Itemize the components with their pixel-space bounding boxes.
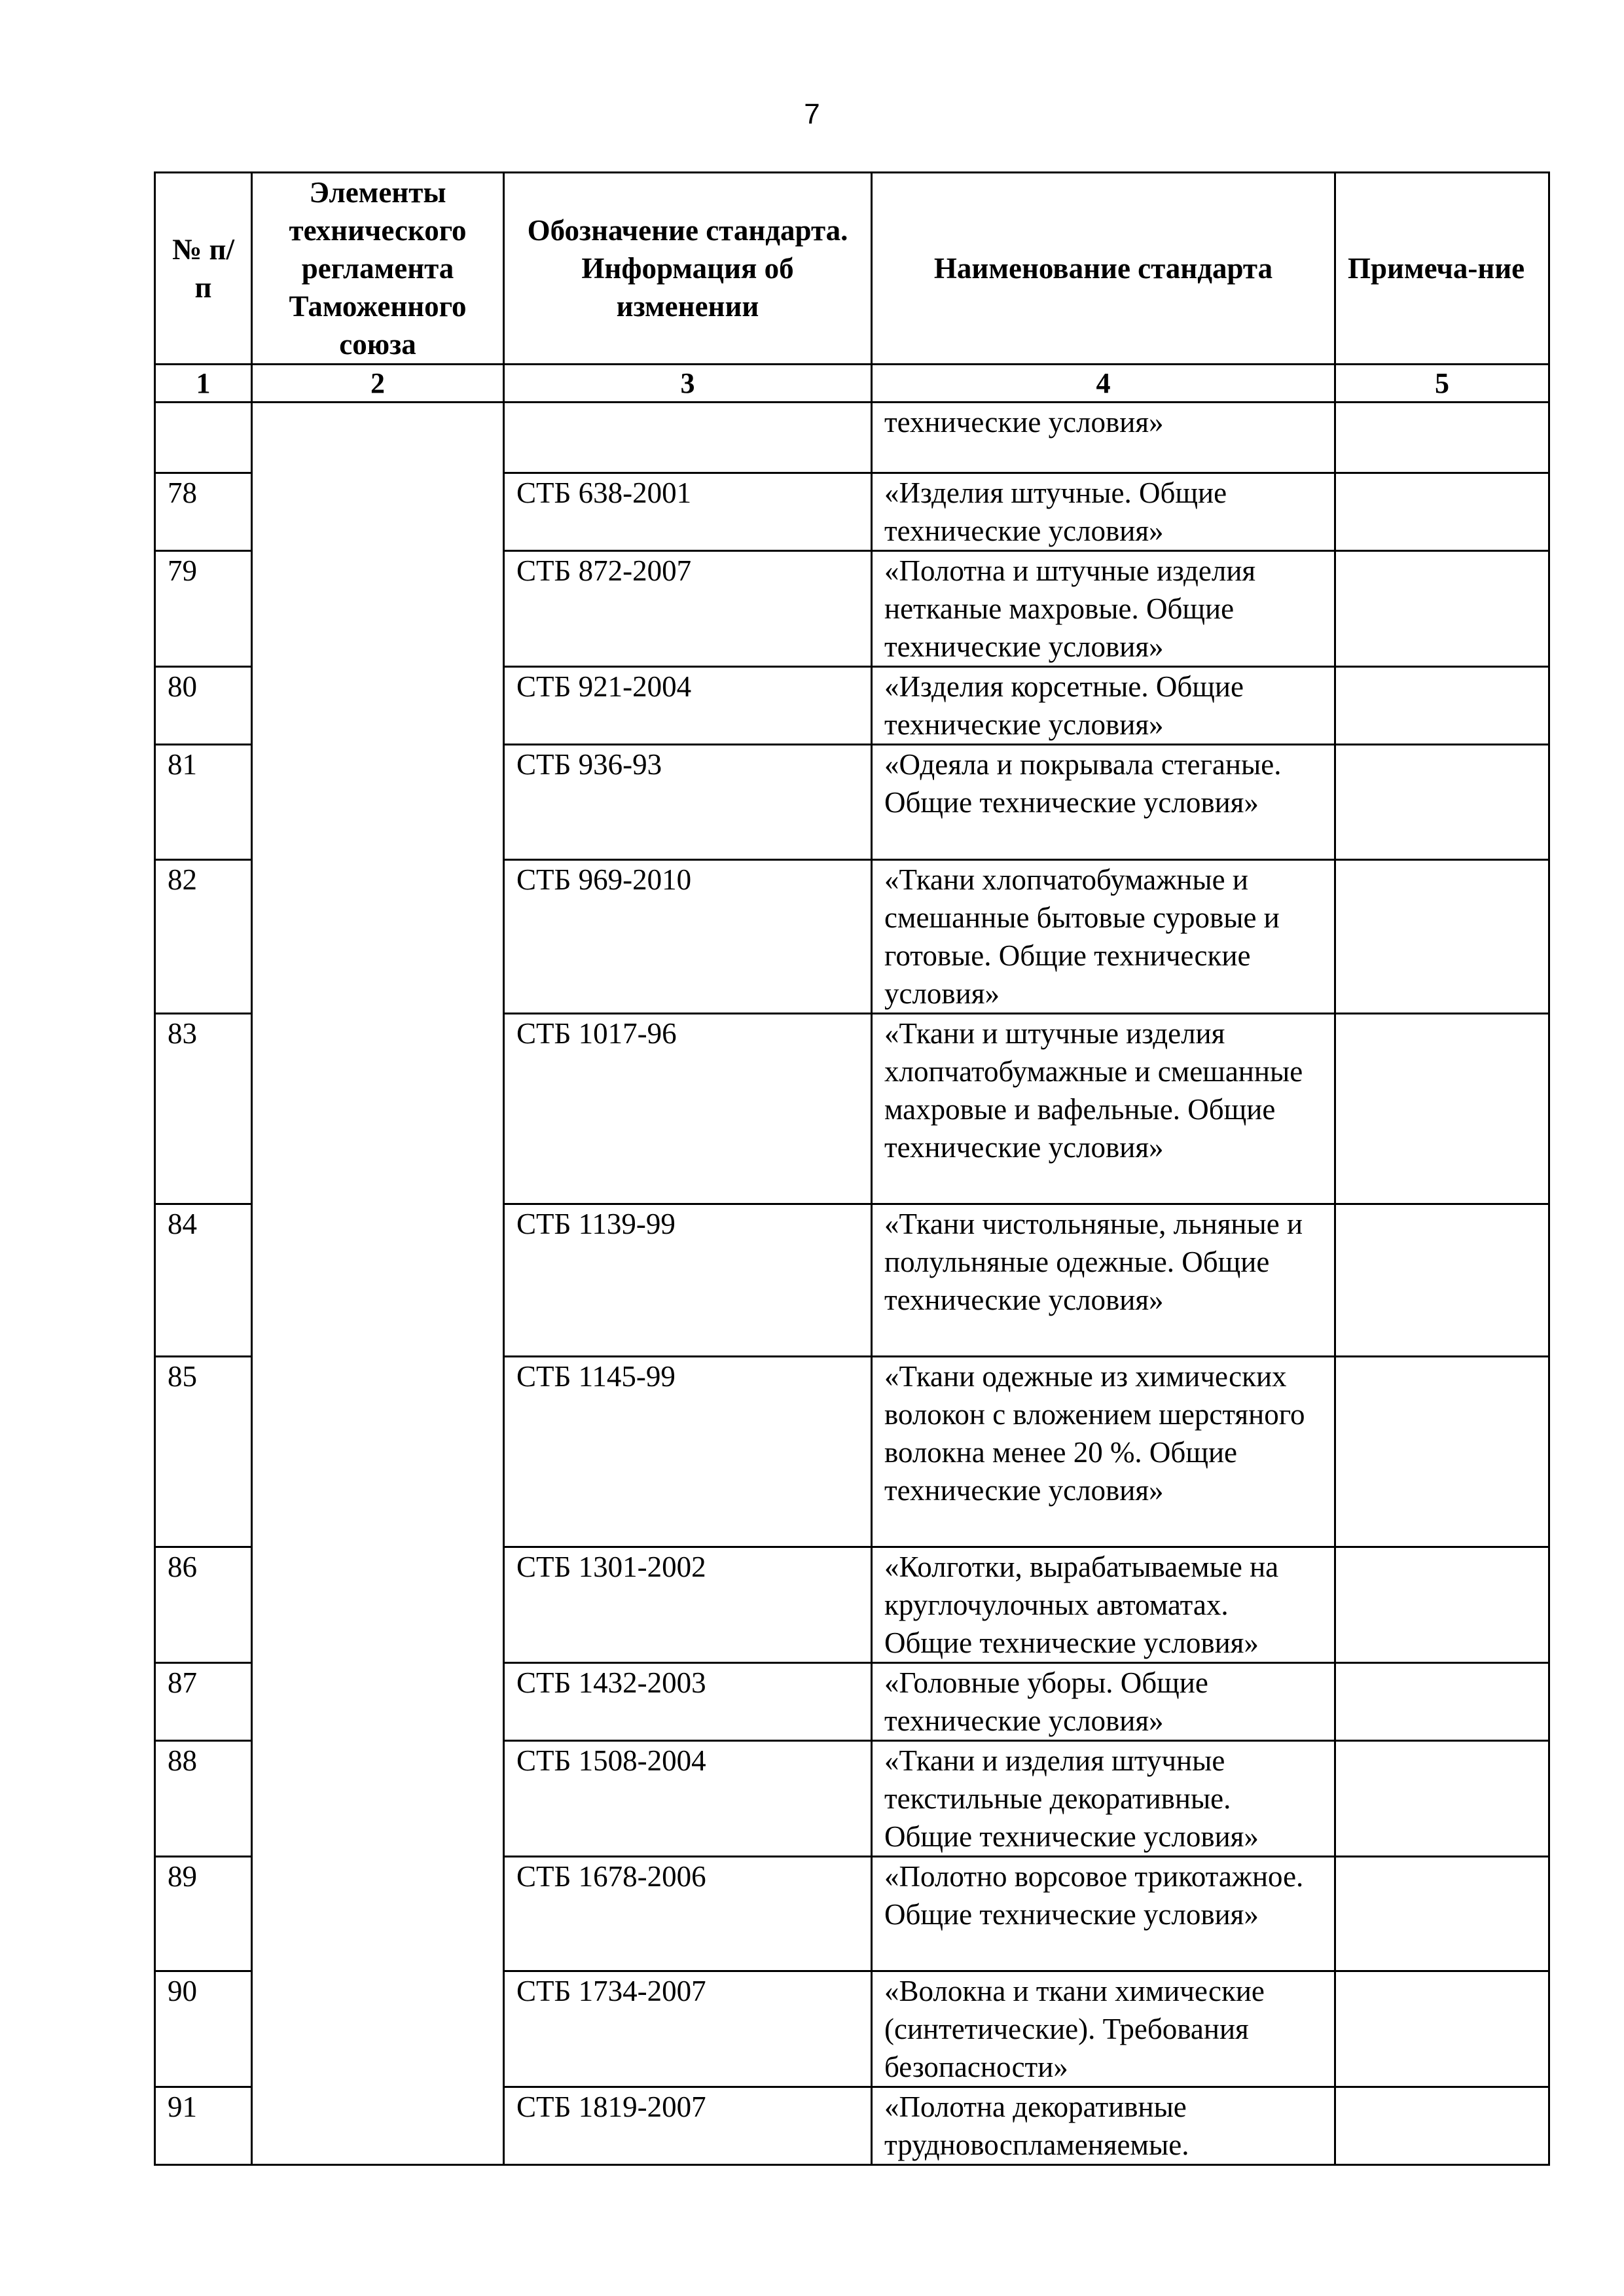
header-regulation-elements: Элементы технического регламента Таможенного союза	[252, 173, 504, 365]
regulation-elements-cell	[252, 403, 504, 2165]
note-cell	[1335, 1204, 1549, 1357]
standard-code	[504, 403, 872, 473]
standard-name: «Ткани чистольняные, льняные и полульняные одежные. Общие технические условия»	[872, 1204, 1335, 1357]
note-cell	[1335, 860, 1549, 1014]
note-cell	[1335, 2087, 1549, 2165]
column-number-row	[155, 365, 1549, 403]
row-number: 81	[155, 745, 252, 860]
table-row	[155, 403, 1549, 473]
note-cell	[1335, 667, 1549, 745]
header-standard-name: Наименование стандарта	[872, 173, 1335, 365]
standard-name: «Ткани хлопчатобумажные и смешанные бытовые суровые и готовые. Общие технические условия»	[872, 860, 1335, 1014]
row-number: 89	[155, 1857, 252, 1971]
row-number: 91	[155, 2087, 252, 2165]
note-cell	[1335, 1547, 1549, 1663]
column-number: 5	[1335, 365, 1549, 403]
note-cell	[1335, 745, 1549, 860]
row-number: 82	[155, 860, 252, 1014]
standard-name: «Полотно ворсовое трикотажное. Общие технические условия»	[872, 1857, 1335, 1971]
row-number: 90	[155, 1971, 252, 2087]
standard-name: «Изделия штучные. Общие технические условия»	[872, 473, 1335, 551]
note-cell	[1335, 551, 1549, 667]
header-note: Примеча-ние	[1335, 173, 1549, 365]
note-cell	[1335, 1663, 1549, 1741]
standard-name: «Головные уборы. Общие технические условия»	[872, 1663, 1335, 1741]
standard-name: «Полотна декоративные трудновоспламеняемые.	[872, 2087, 1335, 2165]
column-number: 4	[872, 365, 1335, 403]
header-standard-code: Обозначение стандарта. Информация об изменении	[504, 173, 872, 365]
note-cell	[1335, 403, 1549, 473]
page-number: 7	[804, 98, 820, 130]
note-cell	[1335, 1357, 1549, 1547]
standard-name: «Изделия корсетные. Общие технические условия»	[872, 667, 1335, 745]
standard-code: СТБ 1734-2007	[504, 1971, 872, 2087]
standard-code: СТБ 1145-99	[504, 1357, 872, 1547]
standard-name: «Ткани одежные из химических волокон с вложением шерстяного волокна менее 20 %. Общие технические условия»	[872, 1357, 1335, 1547]
standard-code: СТБ 969-2010	[504, 860, 872, 1014]
row-number: 88	[155, 1741, 252, 1857]
column-number: 1	[155, 365, 252, 403]
standard-code: СТБ 638-2001	[504, 473, 872, 551]
row-number: 78	[155, 473, 252, 551]
standard-code: СТБ 936-93	[504, 745, 872, 860]
header-number: № п/п	[155, 173, 252, 365]
standard-code: СТБ 872-2007	[504, 551, 872, 667]
note-cell	[1335, 473, 1549, 551]
standard-name: «Полотна и штучные изделия нетканые махровые. Общие технические условия»	[872, 551, 1335, 667]
row-number: 80	[155, 667, 252, 745]
row-number: 86	[155, 1547, 252, 1663]
standard-code: СТБ 1139-99	[504, 1204, 872, 1357]
standard-name: технические условия»	[872, 403, 1335, 473]
standard-name: «Колготки, вырабатываемые на круглочулочных автоматах. Общие технические условия»	[872, 1547, 1335, 1663]
note-cell	[1335, 1741, 1549, 1857]
standard-name: «Волокна и ткани химические (синтетические). Требования безопасности»	[872, 1971, 1335, 2087]
header-row	[155, 173, 1549, 365]
standard-name: «Ткани и изделия штучные текстильные декоративные. Общие технические условия»	[872, 1741, 1335, 1857]
standards-table	[154, 171, 1550, 2166]
note-cell	[1335, 1857, 1549, 1971]
standard-code: СТБ 1017-96	[504, 1014, 872, 1204]
standard-code: СТБ 1432-2003	[504, 1663, 872, 1741]
standard-code: СТБ 1819-2007	[504, 2087, 872, 2165]
row-number	[155, 403, 252, 473]
row-number: 84	[155, 1204, 252, 1357]
note-cell	[1335, 1971, 1549, 2087]
standard-name: «Ткани и штучные изделия хлопчатобумажные и смешанные махровые и вафельные. Общие технические условия»	[872, 1014, 1335, 1204]
row-number: 79	[155, 551, 252, 667]
standard-code: СТБ 1678-2006	[504, 1857, 872, 1971]
row-number: 83	[155, 1014, 252, 1204]
note-cell	[1335, 1014, 1549, 1204]
standard-code: СТБ 921-2004	[504, 667, 872, 745]
column-number: 2	[252, 365, 504, 403]
column-number: 3	[504, 365, 872, 403]
standard-code: СТБ 1508-2004	[504, 1741, 872, 1857]
row-number: 85	[155, 1357, 252, 1547]
row-number: 87	[155, 1663, 252, 1741]
standard-name: «Одеяла и покрывала стеганые. Общие технические условия»	[872, 745, 1335, 860]
standard-code: СТБ 1301-2002	[504, 1547, 872, 1663]
